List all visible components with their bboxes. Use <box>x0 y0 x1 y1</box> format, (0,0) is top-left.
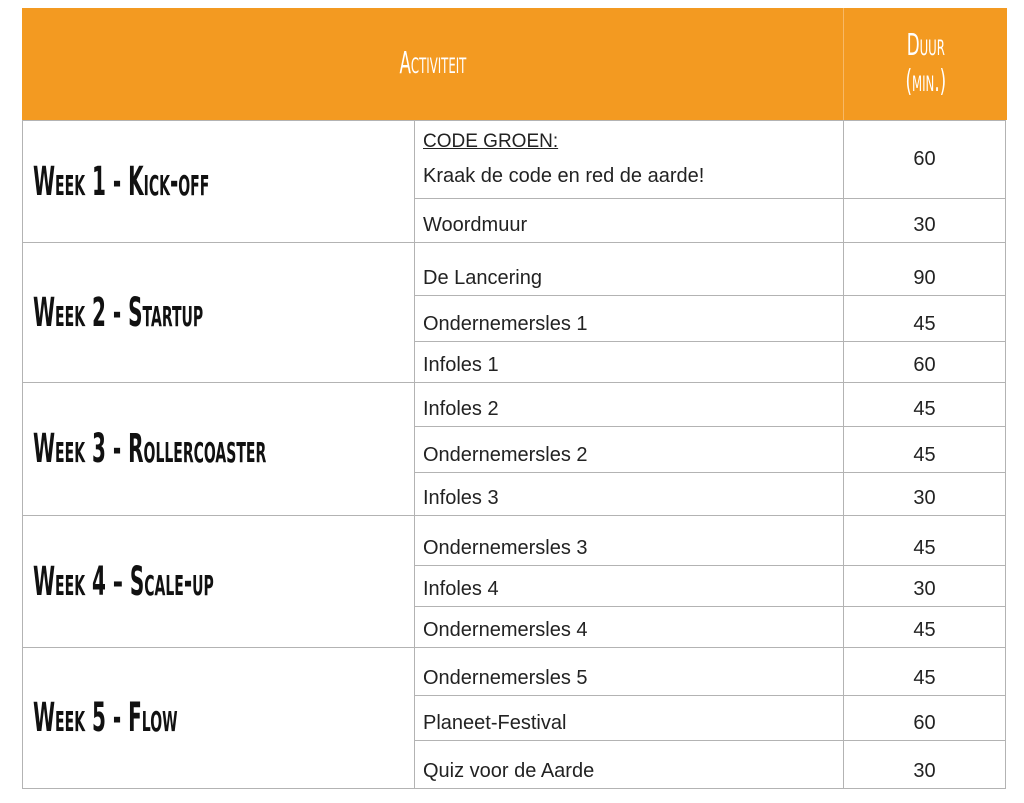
activity-label: Woordmuur <box>423 214 528 236</box>
activity-cell <box>414 472 844 516</box>
activity-label: Infoles 2 <box>423 398 499 420</box>
activity-cell <box>414 198 844 243</box>
duration-cell <box>843 198 1006 243</box>
duration-value: 45 <box>913 398 936 420</box>
duration-value: 30 <box>913 760 936 782</box>
duration-value: 45 <box>913 537 936 559</box>
activity-label: Ondernemersles 3 <box>423 537 588 559</box>
duration-value: 60 <box>913 148 936 170</box>
week-title: Week 3 - Rollercoaster <box>33 426 267 472</box>
activity-cell <box>414 382 844 427</box>
week-title-cell <box>22 382 415 516</box>
activity-label: Infoles 3 <box>423 487 499 509</box>
activity-cell <box>414 740 844 789</box>
duration-cell <box>843 382 1006 427</box>
activity-cell <box>414 120 844 199</box>
activity-cell <box>414 515 844 566</box>
week-title: Week 5 - Flow <box>33 695 178 741</box>
duration-cell <box>843 341 1006 383</box>
duration-cell <box>843 740 1006 789</box>
week-title-cell <box>22 242 415 383</box>
week-title-cell <box>22 515 415 648</box>
activity-label: Kraak de code en red de aarde! <box>423 165 705 187</box>
activity-cell <box>414 565 844 607</box>
duration-cell <box>843 647 1006 696</box>
duration-value: 45 <box>913 444 936 466</box>
activity-cell <box>414 647 844 696</box>
week-title: Week 4 – Scale-up <box>33 558 214 605</box>
activity-label: Planeet-Festival <box>423 712 567 734</box>
duration-value: 60 <box>913 712 936 734</box>
activity-label: Infoles 1 <box>423 354 499 376</box>
activity-label: Ondernemersles 5 <box>423 667 588 689</box>
week-title: Week 1 - Kick-off <box>33 158 210 205</box>
duration-value: 90 <box>913 267 936 289</box>
activity-label: Ondernemersles 1 <box>423 313 588 335</box>
duration-value: 30 <box>913 214 936 236</box>
duration-value: 60 <box>913 354 936 376</box>
activity-label: Ondernemersles 4 <box>423 619 588 641</box>
activity-label: De Lancering <box>423 267 542 289</box>
activity-label: Infoles 4 <box>423 578 499 600</box>
duration-cell <box>843 242 1006 296</box>
activity-cell <box>414 695 844 741</box>
duration-cell <box>843 426 1006 473</box>
duration-value: 45 <box>913 667 936 689</box>
activity-heading: CODE GROEN: <box>423 131 559 152</box>
duration-cell <box>843 565 1006 607</box>
duration-value: 45 <box>913 619 936 641</box>
activity-cell <box>414 295 844 342</box>
activity-label: Quiz voor de Aarde <box>423 760 595 782</box>
duration-cell <box>843 295 1006 342</box>
activity-cell <box>414 606 844 648</box>
week-title-cell <box>22 120 415 243</box>
activity-cell <box>414 341 844 383</box>
duration-cell <box>843 695 1006 741</box>
activity-cell <box>414 242 844 296</box>
duration-value: 30 <box>913 578 936 600</box>
activity-label: Ondernemersles 2 <box>423 444 588 466</box>
header-duration-line2: (min.) <box>905 64 946 99</box>
header-activity <box>22 8 843 120</box>
duration-cell <box>843 120 1006 199</box>
duration-value: 45 <box>913 313 936 335</box>
duration-cell <box>843 606 1006 648</box>
duration-value: 30 <box>913 487 936 509</box>
week-title-cell <box>22 647 415 789</box>
header-activity-label: Activiteit <box>399 46 466 81</box>
duration-cell <box>843 472 1006 516</box>
week-title: Week 2 - Startup <box>33 289 204 336</box>
header-duration <box>843 8 1007 120</box>
activity-cell <box>414 426 844 473</box>
duration-cell <box>843 515 1006 566</box>
header-duration-line1: Duur <box>906 28 945 63</box>
